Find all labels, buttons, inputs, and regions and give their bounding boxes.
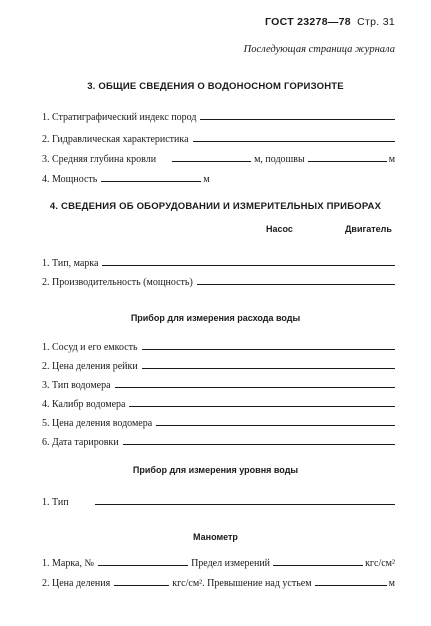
standard-number: ГОСТ 23278—78 [265,16,351,28]
fill-in-line[interactable] [102,265,395,266]
form-row: 4. Калибр водомера [42,396,395,410]
form-row: 1. Сосуд и его емкость [42,339,395,353]
fill-in-line[interactable] [142,349,395,350]
form-row: 1. Тип [42,494,395,508]
field-label: Средняя глубина кровли [52,154,157,165]
fill-in-line[interactable] [114,585,169,586]
manometer-title: Манометр [193,532,238,542]
field-label: Стратиграфический индекс пород [52,112,197,123]
fill-in-line[interactable] [98,565,188,566]
form-row: 4. Мощность м [42,174,210,185]
form-row: 1. Стратиграфический индекс пород [42,109,395,123]
fill-in-line[interactable] [115,387,395,388]
field-label: Сосуд и его емкость [52,342,138,353]
field-label: Марка, № [52,558,95,569]
form-row: 2. Цена деления кгс/см². Превышение над устьем м [42,578,395,589]
fill-in-line[interactable] [308,161,387,162]
field-label: Мощность [52,174,98,185]
field-label: кгс/см². Превышение над устьем [172,578,312,589]
field-label: Цена деления рейки [52,361,138,372]
fill-in-line[interactable] [123,444,395,445]
field-label: Калибр водомера [52,399,126,410]
field-label: Дата тарировки [52,437,119,448]
form-row: 2. Гидравлическая характеристика [42,131,395,145]
field-label: Цена деления [52,578,111,589]
field-label: м, подошвы [254,154,305,165]
fill-in-line[interactable] [193,141,395,142]
fill-in-line[interactable] [101,181,201,182]
page-subheading: Последующая страница журнала [243,44,395,55]
section-4-title: 4. СВЕДЕНИЯ ОБ ОБОРУДОВАНИИ И ИЗМЕРИТЕЛЬНЫХ ПРИБОРАХ [49,201,382,212]
field-label: Производительность (мощность) [52,277,193,288]
field-label: Тип водомера [52,380,111,391]
unit-label: м [203,174,210,185]
form-row: 3. Средняя глубина кровли м, подошвы м [42,154,396,165]
fill-in-line[interactable] [197,284,395,285]
field-label: Тип [52,497,69,508]
fill-in-line[interactable] [273,565,363,566]
unit-label: м [388,154,396,165]
page-number: Стр. 31 [357,16,395,28]
column-header-motor: Двигатель [345,224,392,234]
field-label: Гидравлическая характеристика [52,134,189,145]
form-row: 5. Цена деления водомера [42,415,395,429]
fill-in-line[interactable] [95,504,395,505]
fill-in-line[interactable] [142,368,395,369]
field-label: Тип, марка [52,258,99,269]
unit-label: м [388,578,395,589]
flow-meter-title: Прибор для измерения расхода воды [130,313,301,323]
form-row: 2. Цена деления рейки [42,358,395,372]
unit-label: кгс/см² [365,558,396,569]
fill-in-line[interactable] [172,161,251,162]
form-row: 1. Марка, № Предел измерений кгс/см² [42,558,396,569]
form-row: 3. Тип водомера [42,377,395,391]
fill-in-line[interactable] [129,406,395,407]
fill-in-line[interactable] [156,425,395,426]
form-row: 1. Тип, марка [42,255,395,269]
form-row: 6. Дата тарировки [42,434,395,448]
page-header [265,16,395,28]
level-meter-title: Прибор для измерения уровня воды [132,465,299,475]
field-label: Предел измерений [191,558,271,569]
field-label: Цена деления водомера [52,418,153,429]
fill-in-line[interactable] [315,585,387,586]
form-row: 2. Производительность (мощность) [42,274,395,288]
column-header-pump: Насос [266,224,293,234]
section-3-title: 3. ОБЩИЕ СВЕДЕНИЯ О ВОДОНОСНОМ ГОРИЗОНТЕ [87,81,344,92]
fill-in-line[interactable] [200,119,395,120]
